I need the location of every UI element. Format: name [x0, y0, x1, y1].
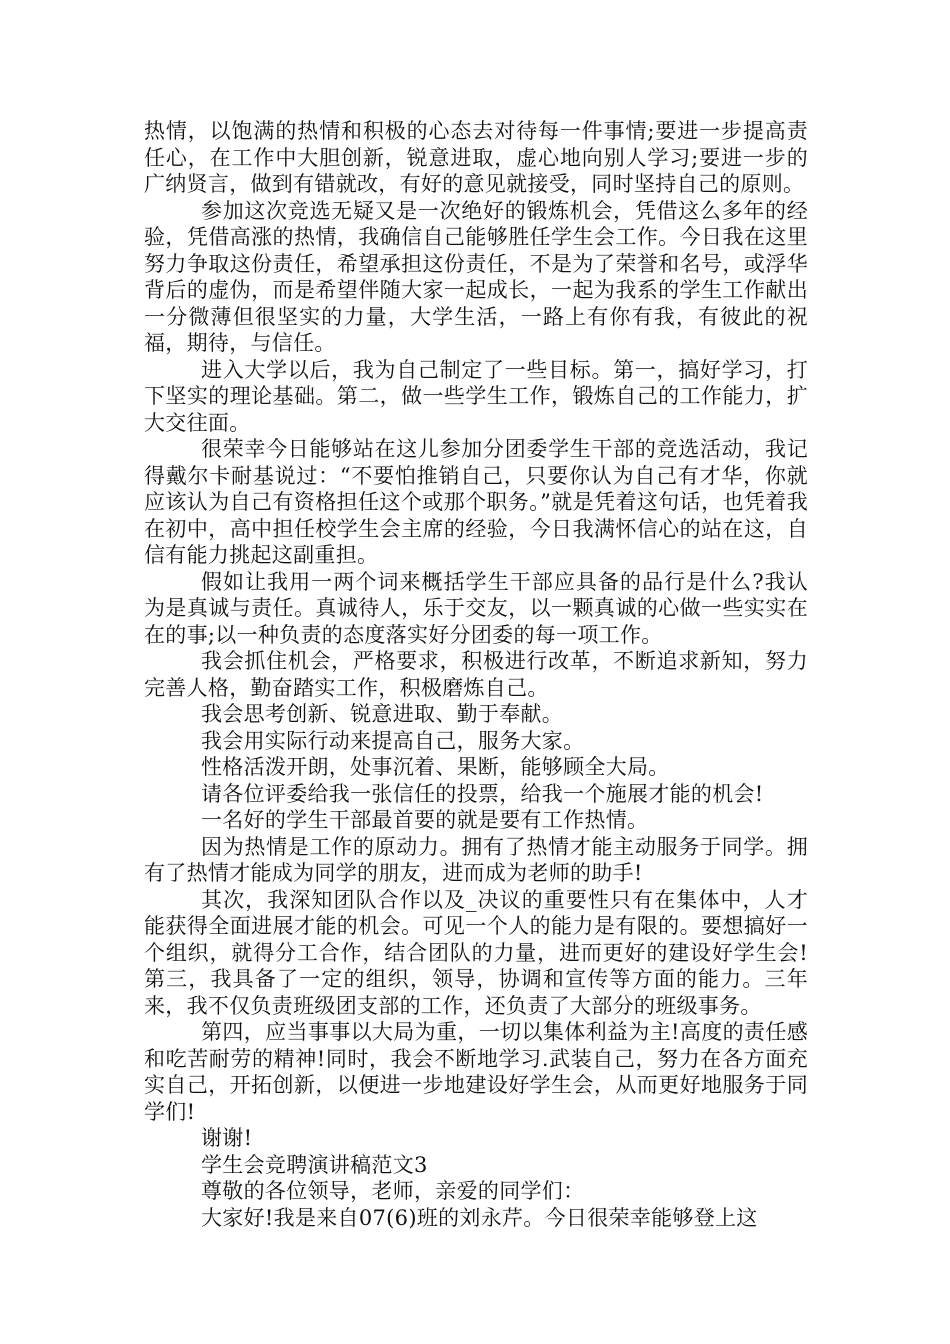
paragraph-14: 第四，应当事事以大局为重，一切以集体利益为主!高度的责任感和吃苦耐劳的精神!同时，我会不断地学习.武装自己，努力在各方面充实自己，开拓创新，以便进一步地建设好学生会，从而更好地服务于同学们!	[144, 1020, 808, 1124]
paragraph-11: 一名好的学生干部最首要的就是要有工作热情。	[201, 808, 649, 832]
paragraph-12: 因为热情是工作的原动力。拥有了热情才能主动服务于同学。拥有了热情才能成为同学的朋友，进而成为老师的助手!	[144, 834, 808, 885]
paragraph-2: 参加这次竞选无疑又是一次绝好的锻炼机会，凭借这么多年的经验，凭借高涨的热情，我确信自己能够胜任学生会工作。今日我在这里努力争取这份责任，希望承担这份责任，不是为了荣誉和名号，或浮华背后的虚伪，而是希望伴随大家一起成长，一起为我系的学生工作献出一分微薄但很坚实的力量，大学生活，一路上有你有我，有彼此的祝福，期待，与信任。	[144, 198, 808, 355]
section-heading: 学生会竞聘演讲稿范文3	[201, 1152, 428, 1177]
paragraph-10: 请各位评委给我一张信任的投票，给我一个施展才能的机会!	[201, 781, 764, 806]
closing-thanks: 谢谢!	[201, 1126, 253, 1150]
paragraph-1: 热情，以饱满的热情和积极的心态去对待每一件事情;要进一步提高责任心，在工作中大胆创新，锐意进取，虚心地向别人学习;要进一步的广纳贤言，做到有错就改，有好的意见就接受，同时坚持自己的原则。	[144, 119, 808, 196]
paragraph-6: 我会抓住机会，严格要求，积极进行改革，不断追求新知，努力完善人格，勤奋踏实工作，积极磨炼自己。	[144, 649, 808, 700]
paragraph-9: 性格活泼开朗，处事沉着、果断，能够顾全大局。	[201, 755, 670, 779]
salutation: 尊敬的各位领导，老师，亲爱的同学们：	[201, 1179, 585, 1203]
paragraph-5: 假如让我用一两个词来概括学生干部应具备的品行是什么?我认为是真诚与责任。真诚待人，乐于交友，以一颗真诚的心做一些实实在在的事;以一种负责的态度落实好分团委的每一项工作。	[144, 569, 808, 647]
paragraph-13: 其次，我深知团队合作以及_决议的重要性只有在集体中，人才能获得全面进展才能的机会。可见一个人的能力是有限的。要想搞好一个组织，就得分工合作，结合团队的力量，进而更好的建设好学生会!第三，我具备了一定的组织，领导，协调和宣传等方面的能力。三年来，我不仅负责班级团支部的工作，还负责了大部分的班级事务。	[144, 887, 808, 1018]
paragraph-8: 我会用实际行动来提高自己，服务大家。	[201, 728, 585, 753]
paragraph-4: 很荣幸今日能够站在这儿参加分团委学生干部的竞选活动，我记得戴尔卡耐基说过：“不要怕推销自己，只要你认为自己有才华，你就应该认为自己有资格担任这个或那个职务。”就是凭着这句话，也凭着我在初中，高中担任校学生会主席的经验，今日我满怀信心的站在这，自信有能力挑起这副重担。	[144, 437, 808, 567]
paragraph-3: 进入大学以后，我为自己制定了一些目标。第一，搞好学习，打下坚实的理论基础。第二，做一些学生工作，锻炼自己的工作能力，扩大交往面。	[144, 357, 808, 435]
document-body	[144, 118, 808, 1231]
paragraph-intro: 大家好!我是来自07(6)班的刘永芹。今日很荣幸能够登上这	[201, 1205, 758, 1230]
paragraph-7: 我会思考创新、锐意进取、勤于奉献。	[201, 702, 564, 726]
